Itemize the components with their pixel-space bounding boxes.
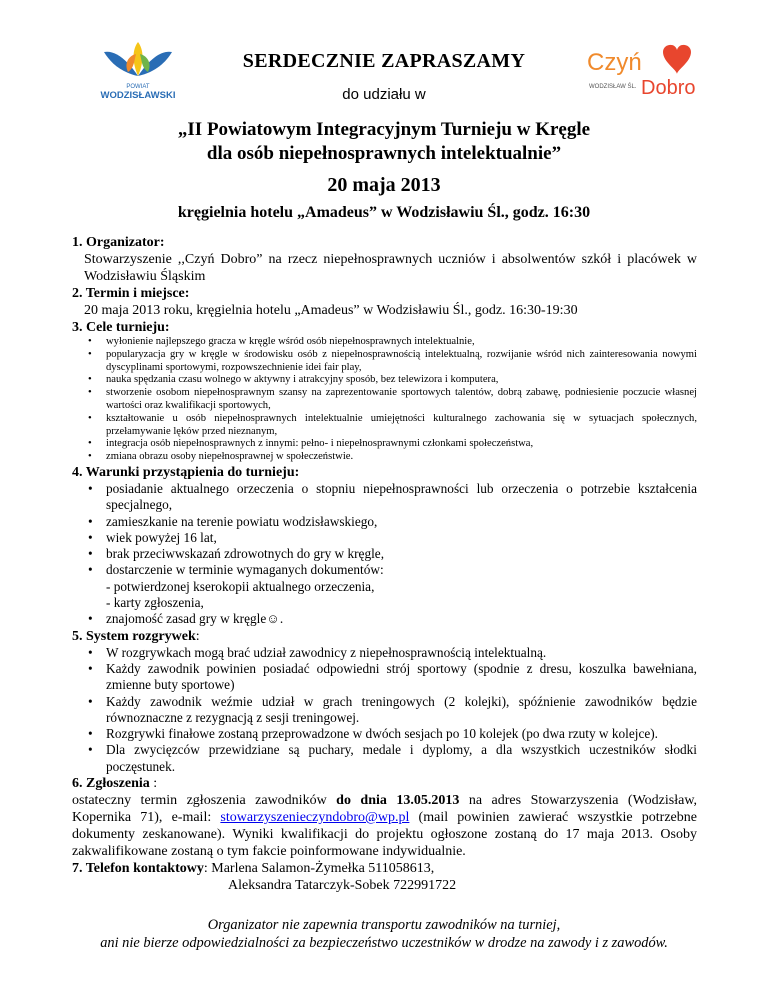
- registration-deadline: do dnia 13.05.2013: [336, 793, 460, 809]
- list-item: • znajomość zasad gry w kręgle☺.: [72, 611, 697, 627]
- event-date: 20 maja 2013: [327, 174, 441, 196]
- svg-text:WODZISŁAWSKI: WODZISŁAWSKI: [100, 90, 176, 101]
- list-item: • Każdy zawodnik powinien posiadać odpowiedni strój sportowy (spodnie z dresu, koszulka bawełniana, zmienne buty sportowe): [72, 661, 697, 694]
- list-item: [72, 562, 697, 611]
- section-goals-heading: 3. Cele turnieju:: [72, 320, 170, 335]
- list-item: • popularyzacja gry w kręgle w środowisku osób z niepełnosprawnością intelektualną, rozwijanie wśród nich zainteresowania nowymi dyscyplinami sportowymi, rozpowszechnienie idei fair play,: [72, 349, 697, 375]
- heading-suffix: :: [195, 628, 200, 644]
- tournament-title: [0, 118, 768, 166]
- list-item: • Dla zwycięzców przewidziane są puchary, medale i dyplomy, a dla wszystkich uczestników słodki poczęstunek.: [72, 742, 697, 775]
- sub-list-item: - potwierdzonej kserokopii aktualnego orzeczenia,: [106, 578, 375, 594]
- event-venue: kręgielnia hotelu „Amadeus” w Wodzisławiu Śl., godz. 16:30: [177, 204, 591, 221]
- tournament-title-line2: dla osób niepełnosprawnych intelektualnie”: [206, 143, 562, 164]
- invitation-heading: SERDECZNIE ZAPRASZAMY: [242, 50, 526, 72]
- list-item: • stworzenie osobom niepełnosprawnym szansy na zaprezentowanie sportowych talentów, dobrą zabawę, podniesienie poczucie własnej wartości oraz kwalifikacji sportowych,: [72, 387, 697, 413]
- section-date-place-text: 20 maja 2013 roku, kręgielnia hotelu „Amadeus” w Wodzisławiu Śl., godz. 16:30-19:30: [84, 303, 578, 318]
- footer-disclaimer: [0, 916, 768, 952]
- invitation-subtitle: do udziału w: [342, 86, 426, 103]
- svg-text:Czyń: Czyń: [587, 49, 642, 76]
- section-date-place-heading: 2. Termin i miejsce:: [72, 286, 190, 301]
- email-link[interactable]: stowarzyszenieczyndobro@wp.pl: [220, 810, 410, 826]
- system-list: [72, 645, 697, 775]
- footer-line-1: Organizator nie zapewnia transportu zawodników na turniej,: [207, 917, 561, 933]
- section-registration-text: [72, 792, 697, 860]
- svg-text:POWIAT: POWIAT: [126, 84, 150, 90]
- list-item: • posiadanie aktualnego orzeczenia o stopniu niepełnosprawności lub orzeczenia o potrzebie kształcenia specjalnego,: [72, 481, 697, 514]
- goals-list: [72, 336, 697, 464]
- text-fragment: (mail powinien zawierać wszystkie potrzebne dokumenty zeskanowane). Wyniki kwalifikacji do projektu ogłoszone zostaną do 17 maja 2013. Osoby zakwalifikowane zostaną o tym fakcie poinformowane indywidualnie.: [72, 810, 697, 860]
- contact-line-2: Aleksandra Tatarczyk-Sobek 722991722: [228, 878, 457, 894]
- conditions-list: [72, 481, 697, 628]
- list-item-text: • dostarczenie w terminie wymaganych dokumentów:: [106, 562, 384, 578]
- section-contact-heading: 7. Telefon kontaktowy: [72, 861, 204, 877]
- heading-suffix: :: [149, 776, 158, 792]
- list-item: • nauka spędzania czasu wolnego w aktywny i atrakcyjny sposób, bez telewizora i komputera,: [72, 374, 697, 387]
- list-item: • brak przeciwwskazań zdrowotnych do gry w kręgle,: [72, 546, 697, 562]
- section-system-heading-text: 5. System rozgrywek: [72, 628, 196, 644]
- text-fragment: ostateczny termin zgłoszenia zawodników: [72, 793, 337, 809]
- svg-text:Dobro: Dobro: [641, 77, 696, 99]
- tournament-title-line1: „II Powiatowym Integracyjnym Turnieju w Kręgle: [177, 119, 591, 140]
- list-item: • integracja osób niepełnosprawnych z innymi: pełno- i niepełnosprawnymi członkami społeczeństwa,: [72, 438, 697, 451]
- section-organizer-heading: 1. Organizator:: [72, 235, 165, 250]
- sub-list-item: - karty zgłoszenia,: [106, 595, 204, 611]
- footer-line-2: ani nie bierze odpowiedzialności za bezpieczeństwo uczestników w drodze na zawody i z zawodów.: [100, 935, 668, 951]
- list-item: • Każdy zawodnik weźmie udział w grach treningowych (2 kolejki), spóźnienie zawodników będzie równoznaczne z rezygnacją z sesji treningowej.: [72, 694, 697, 727]
- svg-text:WODZISŁAW ŚL.: WODZISŁAW ŚL.: [589, 84, 637, 90]
- section-system-heading: [72, 628, 697, 645]
- text-fragment: na adres Stowarzyszenia (Wodzisław, Kopernika 71), e-mail:: [72, 793, 698, 826]
- list-item: • wyłonienie najlepszego gracza w kręgle wśród osób niepełnosprawnych intelektualnie,: [72, 336, 697, 349]
- list-item: • kształtowanie u osób niepełnosprawnych intelektualnie umiejętności kulturalnego zachowania się w sytuacjach społecznych, przełamywanie lęków przed nieznanym,: [72, 413, 697, 439]
- list-item: • zmiana obrazu osoby niepełnosprawnej w społeczeństwie.: [72, 451, 697, 464]
- section-registration-heading-text: 6. Zgłoszenia: [72, 776, 150, 792]
- section-contact: [72, 860, 697, 877]
- contact-line-1: : Marlena Salamon-Żymełka 511058613,: [203, 861, 435, 877]
- list-item: • W rozgrywkach mogą brać udział zawodnicy z niepełnosprawnością intelektualną.: [72, 645, 697, 661]
- list-item: • wiek powyżej 16 lat,: [72, 530, 697, 546]
- section-registration-heading: [72, 775, 697, 792]
- section-organizer-text: Stowarzyszenie ,,Czyń Dobro” na rzecz niepełnosprawnych uczniów i absolwentów szkół i placówek w Wodzisławiu Śląskim: [84, 252, 697, 284]
- list-item: • zamieszkanie na terenie powiatu wodzisławskiego,: [72, 514, 697, 530]
- document-body: [72, 234, 697, 894]
- list-item: • Rozgrywki finałowe zostaną przeprowadzone w dwóch sesjach po 10 kolejek (po dwa rzuty w kolejce).: [72, 726, 697, 742]
- section-conditions-heading: 4. Warunki przystąpienia do turnieju:: [72, 464, 300, 480]
